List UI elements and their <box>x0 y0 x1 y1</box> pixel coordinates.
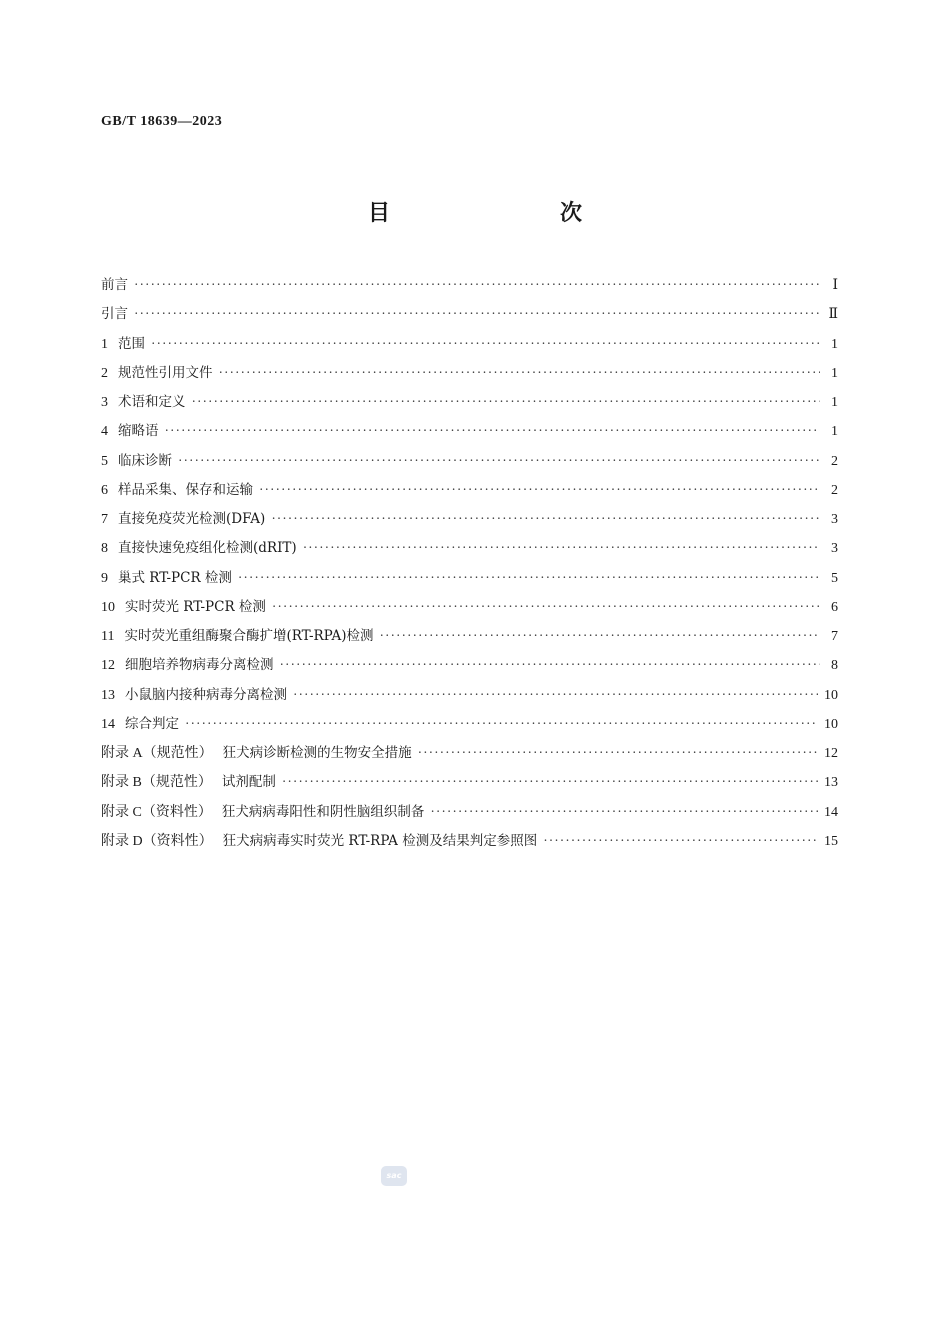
toc-entry-page: 2 <box>831 482 838 498</box>
toc-entry-page: 1 <box>831 424 838 440</box>
toc-entry-label: 缩略语 <box>118 423 159 440</box>
toc-dot-leader <box>293 680 818 709</box>
toc-entry-page: 10 <box>824 716 838 732</box>
toc-entry-number: 3 <box>101 395 108 410</box>
toc-dot-leader <box>178 446 820 475</box>
sac-watermark-logo: sac <box>381 1166 407 1186</box>
toc-dot-leader <box>271 504 820 533</box>
toc-entry-label: 狂犬病病毒阳性和阴性脑组织制备 <box>221 803 425 820</box>
toc-entry-label: 前言 <box>101 277 128 293</box>
toc-entry[interactable] <box>101 533 838 562</box>
toc-entry[interactable] <box>101 475 838 504</box>
toc-entry[interactable] <box>101 826 838 855</box>
table-of-contents <box>101 270 838 855</box>
toc-entry-number: 4 <box>101 424 108 440</box>
toc-entry-label: 细胞培养物病毒分离检测 <box>125 657 274 674</box>
toc-entry-label: 实时荧光重组酶聚合酶扩增(RT-RPA)检测 <box>124 628 374 644</box>
toc-entry-page: 1 <box>831 365 838 381</box>
toc-dot-leader <box>303 533 820 562</box>
toc-entry-label: 规范性引用文件 <box>118 364 213 381</box>
toc-entry-page: 8 <box>831 658 838 674</box>
toc-entry-label: 样品采集、保存和运输 <box>118 481 253 498</box>
toc-entry-number: 6 <box>101 482 108 498</box>
toc-entry[interactable] <box>101 680 838 709</box>
toc-dot-leader <box>282 767 818 796</box>
toc-dot-leader <box>543 826 818 855</box>
toc-entry-number: 12 <box>101 658 115 674</box>
toc-entry-number: 7 <box>101 512 108 527</box>
toc-entry-page: 5 <box>831 570 838 586</box>
toc-entry-label: 引言 <box>101 306 128 323</box>
toc-entry-label: 小鼠脑内接种病毒分离检测 <box>125 686 287 703</box>
toc-dot-leader <box>192 387 821 416</box>
toc-entry-number: 2 <box>101 365 108 381</box>
toc-entry-number: 附录 B（规范性） <box>101 775 212 791</box>
toc-dot-leader <box>185 709 818 738</box>
toc-entry-number: 1 <box>101 336 108 352</box>
toc-entry-label: 狂犬病诊断检测的生物安全措施 <box>222 745 412 761</box>
toc-entry[interactable] <box>101 563 838 592</box>
toc-dot-leader <box>134 299 820 328</box>
toc-entry[interactable] <box>101 446 838 475</box>
standard-code: GB/T 18639—2023 <box>101 114 223 129</box>
toc-dot-leader <box>151 329 820 358</box>
toc-entry[interactable] <box>101 592 838 621</box>
toc-entry-label: 范围 <box>118 335 145 352</box>
toc-entry[interactable] <box>101 387 838 416</box>
toc-entry-page: 12 <box>824 746 838 761</box>
toc-entry[interactable] <box>101 767 838 796</box>
toc-entry[interactable] <box>101 650 838 679</box>
toc-dot-leader <box>238 563 820 592</box>
toc-entry-page: 13 <box>824 775 838 791</box>
toc-dot-leader <box>418 738 818 767</box>
toc-entry-label: 狂犬病病毒实时荧光 RT-RPA 检测及结果判定参照图 <box>222 832 538 849</box>
toc-entry[interactable] <box>101 738 838 767</box>
toc-dot-leader <box>134 270 820 299</box>
toc-entry-number: 10 <box>101 599 115 615</box>
toc-entry[interactable] <box>101 621 838 650</box>
toc-entry-number: 附录 D（资料性） <box>101 833 213 849</box>
toc-entry-number: 9 <box>101 570 108 586</box>
toc-entry[interactable] <box>101 797 838 826</box>
toc-dot-leader <box>219 358 821 387</box>
toc-entry[interactable] <box>101 416 838 445</box>
toc-entry-page: 14 <box>824 804 838 820</box>
toc-entry-page: 1 <box>831 336 838 352</box>
toc-entry-number: 5 <box>101 453 108 469</box>
toc-entry-label: 直接免疫荧光检测(DFA) <box>118 511 266 527</box>
toc-entry-page: 1 <box>831 395 838 410</box>
toc-entry-label: 术语和定义 <box>118 394 186 410</box>
toc-dot-leader <box>380 621 820 650</box>
toc-entry-label: 实时荧光 RT-PCR 检测 <box>125 598 266 615</box>
toc-entry-page: 3 <box>831 541 838 557</box>
toc-entry-number: 14 <box>101 716 115 732</box>
toc-dot-leader <box>280 650 821 679</box>
toc-entry-label: 直接快速免疫组化检测(dRIT) <box>118 540 297 557</box>
toc-entry-number: 13 <box>101 687 115 703</box>
toc-entry-label: 试剂配制 <box>221 774 276 791</box>
toc-dot-leader <box>430 797 818 826</box>
toc-dot-leader <box>165 416 821 445</box>
toc-entry[interactable] <box>101 709 838 738</box>
toc-entry-page: 15 <box>824 833 838 849</box>
toc-entry[interactable] <box>101 329 838 358</box>
toc-entry-number: 8 <box>101 541 108 557</box>
toc-entry-number: 附录 C（资料性） <box>101 804 212 820</box>
toc-entry[interactable] <box>101 270 838 299</box>
toc-entry-label: 巢式 RT-PCR 检测 <box>118 569 232 586</box>
toc-entry-page: 10 <box>824 687 838 703</box>
toc-entry[interactable] <box>101 358 838 387</box>
toc-entry-page: Ⅰ <box>832 278 838 293</box>
toc-entry-page: 6 <box>831 599 838 615</box>
toc-entry[interactable] <box>101 299 838 328</box>
toc-entry-number: 附录 A（规范性） <box>101 746 213 761</box>
toc-entry-page: 7 <box>831 629 838 644</box>
toc-dot-leader <box>272 592 820 621</box>
toc-entry-page: Ⅱ <box>828 307 838 323</box>
toc-dot-leader <box>259 475 820 504</box>
toc-entry-page: 2 <box>831 453 838 469</box>
toc-entry-number: 11 <box>101 629 115 644</box>
toc-title: 目 次 <box>367 201 624 226</box>
toc-entry-page: 3 <box>831 512 838 527</box>
toc-entry-label: 综合判定 <box>125 715 179 732</box>
toc-entry-label: 临床诊断 <box>118 452 172 469</box>
toc-entry[interactable] <box>101 504 838 533</box>
